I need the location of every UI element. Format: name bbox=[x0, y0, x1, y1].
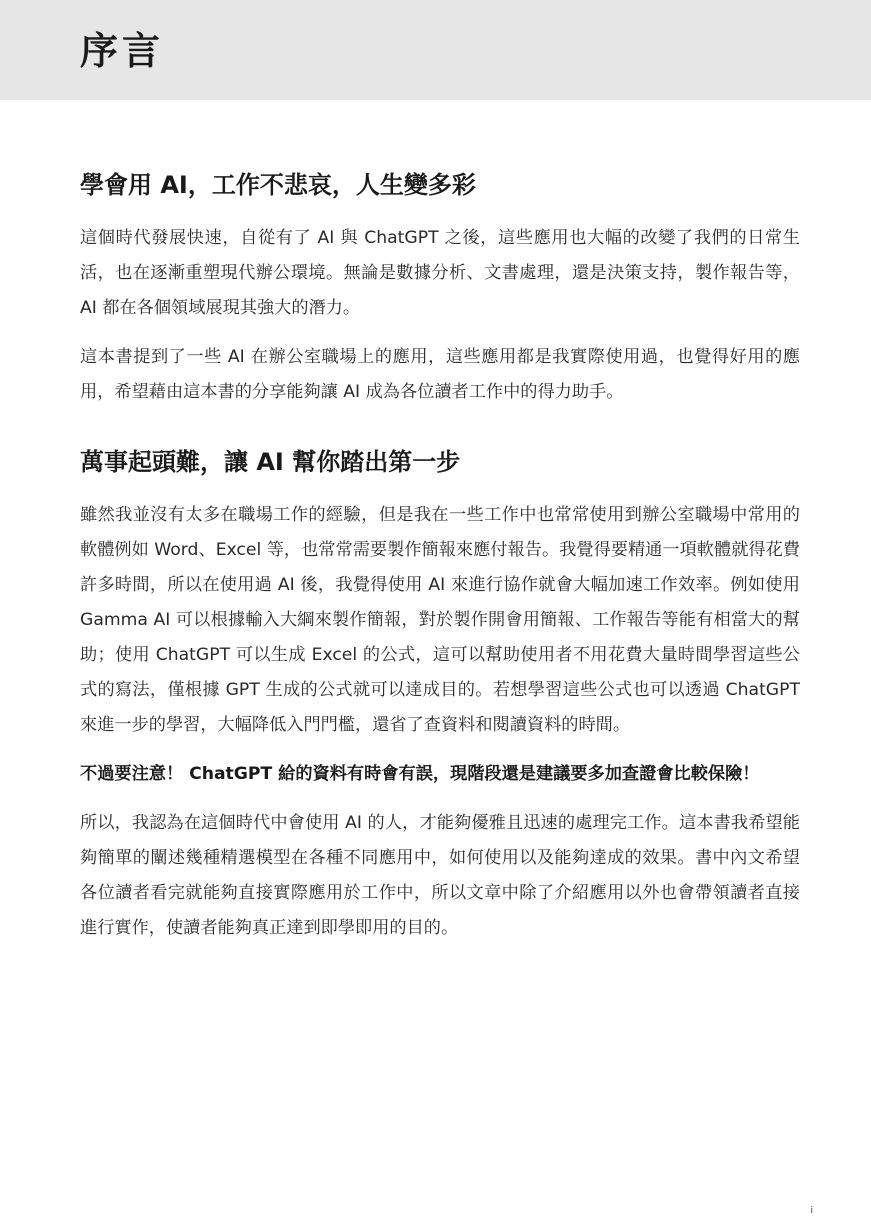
section-1 bbox=[80, 165, 800, 410]
page-title: 序言 bbox=[80, 29, 165, 73]
page-number: i bbox=[810, 1206, 813, 1216]
section-heading: 學會用 AI，工作不悲哀，人生變多彩 bbox=[80, 171, 476, 199]
warning-note: 不過要注意！ ChatGPT 給的資料有時會有誤，現階段還是建議要多加查證會比較保險！ bbox=[80, 764, 760, 784]
paragraph: 這本書提到了一些 AI 在辦公室職場上的應用，這些應用都是我實際使用過，也覺得好用的應用，希望藉由這本書的分享能夠讓 AI 成為各位讀者工作中的得力助手。 bbox=[80, 347, 800, 402]
title-band bbox=[0, 0, 871, 100]
paragraph: 這個時代發展快速，自從有了 AI 與 ChatGPT 之後，這些應用也大幅的改變了我們的日常生活，也在逐漸重塑現代辦公環境。無論是數據分析、文書處理，還是決策支持，製作報告等，AI 都在各個領域展現其強大的潛力。 bbox=[80, 228, 800, 318]
section-2 bbox=[80, 442, 800, 946]
page-content bbox=[80, 165, 800, 960]
section-heading: 萬事起頭難，讓 AI 幫你踏出第一步 bbox=[80, 448, 461, 476]
paragraph: 雖然我並沒有太多在職場工作的經驗，但是我在一些工作中也常常使用到辦公室職場中常用的軟體例如 Word、Excel 等，也常常需要製作簡報來應付報告。我覺得要精通一項軟體就得花費許多時間，所以在使用過 AI 後，我覺得使用 AI 來進行協作就會大幅加速工作效率。例如使用 Gamma AI 可以根據輸入大綱來製作簡報，對於製作開會用簡報、工作報告等能有相當大的幫助；使用 ChatGPT 可以生成 Excel 的公式，這可以幫助使用者不用花費大量時間學習這些公式的寫法，僅根據 GPT 生成的公式就可以達成目的。若想學習這些公式也可以透過 ChatGPT 來進一步的學習，大幅降低入門門檻，還省了查資料和閱讀資料的時間。 bbox=[80, 505, 800, 735]
paragraph: 所以，我認為在這個時代中會使用 AI 的人，才能夠優雅且迅速的處理完工作。這本書我希望能夠簡單的闡述幾種精選模型在各種不同應用中，如何使用以及能夠達成的效果。書中內文希望各位讀者看完就能夠直接實際應用於工作中，所以文章中除了介紹應用以外也會帶領讀者直接進行實作，使讀者能夠真正達到即學即用的目的。 bbox=[80, 813, 800, 938]
